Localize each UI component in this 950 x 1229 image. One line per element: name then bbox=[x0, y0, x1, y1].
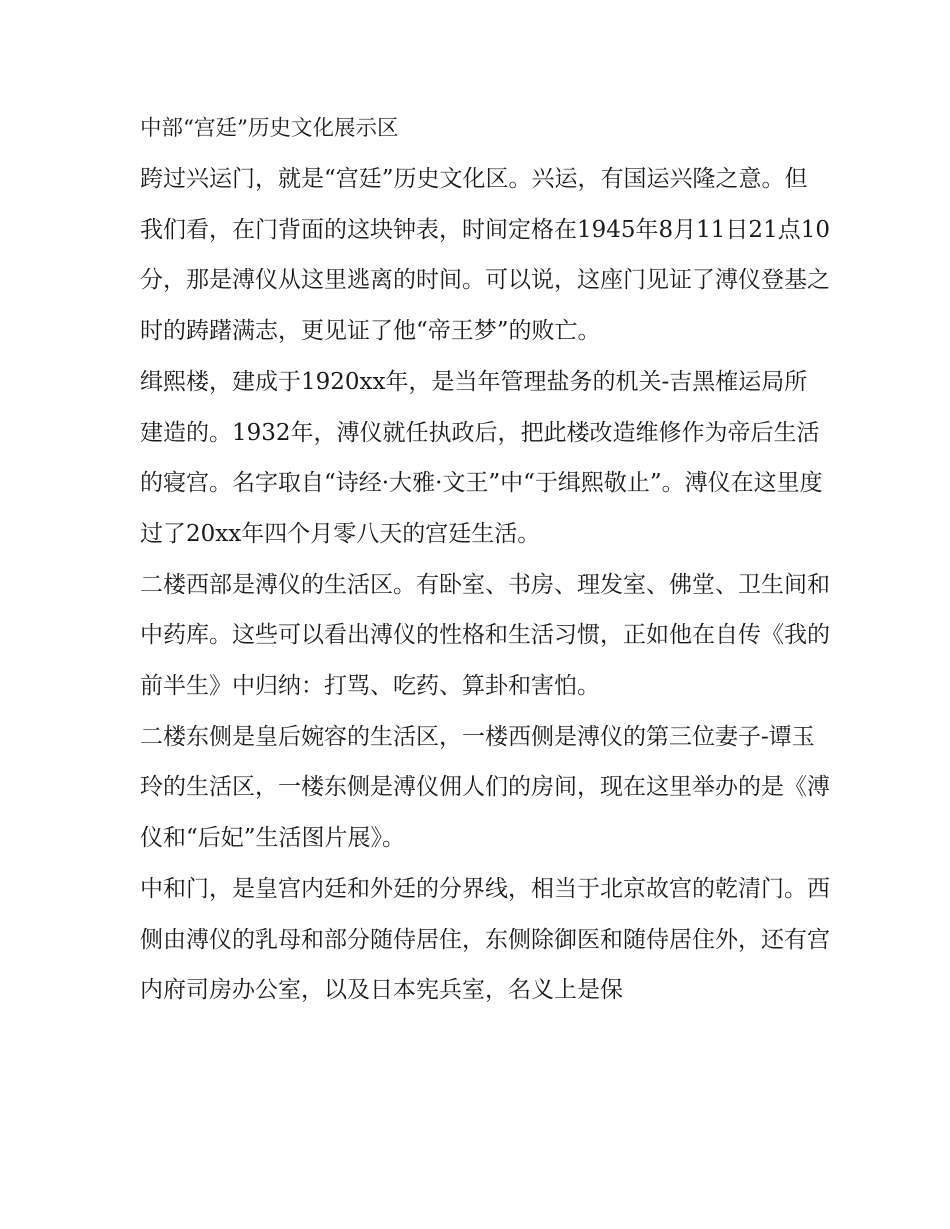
paragraph-jixi-building: 缉熙楼，建成于1920xx年，是当年管理盐务的机关-吉黑榷运局所建造的。1932年，溥仪就任执政后，把此楼改造维修作为帝后生活的寝宫。名字取自“诗经·大雅·文王”中“于缉熙敬止”。溥仪在这里度过了20xx年四个月零八天的宫廷生活。 bbox=[140, 368, 823, 547]
paragraph-zhonghe-gate: 中和门，是皇宫内廷和外廷的分界线，相当于北京故宫的乾清门。西侧由溥仪的乳母和部分随侍居住，东侧除御医和随侍居住外，还有宫内府司房办公室，以及日本宪兵室，名义上是保 bbox=[140, 875, 830, 1004]
paragraph-second-floor-west: 二楼西部是溥仪的生活区。有卧室、书房、理发室、佛堂、卫生间和中药库。这些可以看出溥仪的性格和生活习惯，正如他在自传《我的前半生》中归纳：打骂、吃药、算卦和害怕。 bbox=[140, 571, 830, 700]
paragraph-second-floor-east: 二楼东侧是皇后婉容的生活区，一楼西侧是溥仪的第三位妻子-谭玉玲的生活区，一楼东侧是溥仪佣人们的房间，现在这里举办的是《溥仪和“后妃”生活图片展》。 bbox=[140, 723, 830, 852]
document-body bbox=[140, 104, 830, 1016]
section-title: 中部“宫廷”历史文化展示区 bbox=[140, 116, 399, 141]
paragraph-xingyun-gate: 跨过兴运门，就是“宫廷”历史文化区。兴运，有国运兴隆之意。但我们看，在门背面的这块钟表，时间定格在1945年8月11日21点10分，那是溥仪从这里逃离的时间。可以说，这座门见证了溥仪登基之时的踌躇满志，更见证了他“帝王梦”的败亡。 bbox=[140, 166, 830, 345]
